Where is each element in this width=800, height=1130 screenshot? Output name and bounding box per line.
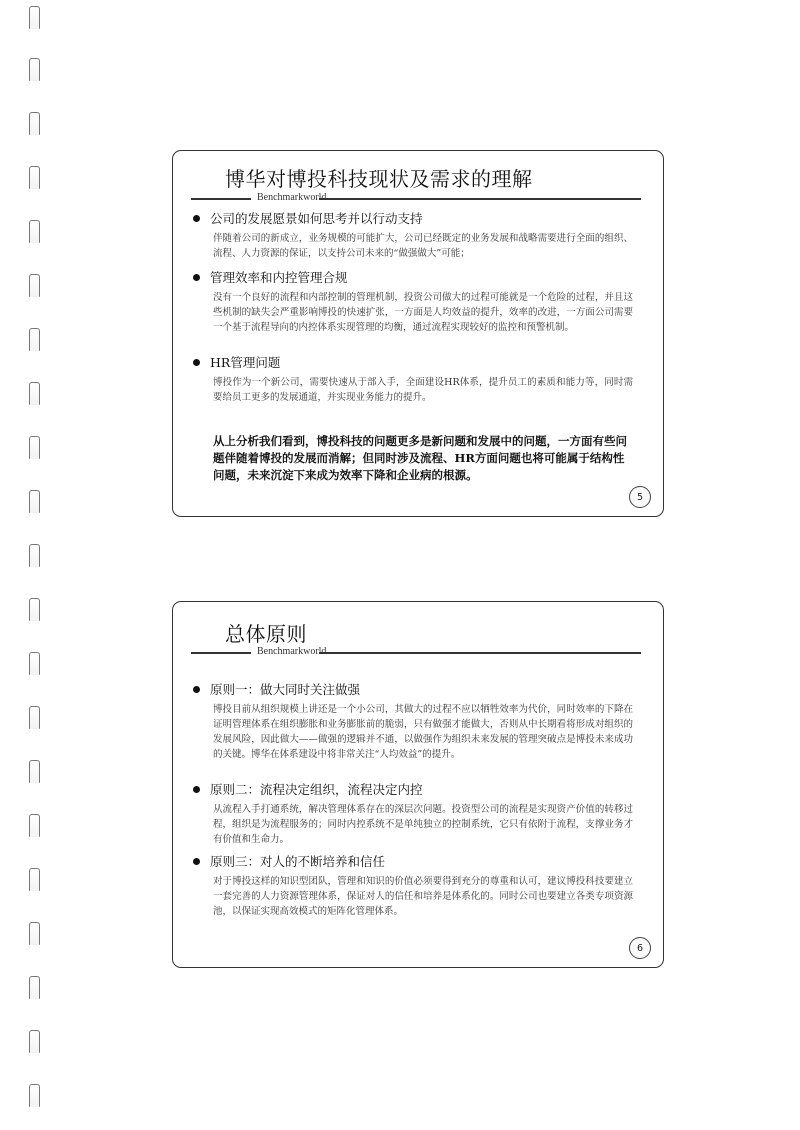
slide-title: 博华对博投科技现状及需求的理解: [225, 167, 533, 191]
bullet-icon: [193, 686, 200, 693]
slide-5: [172, 150, 664, 517]
binding-hole: [29, 220, 40, 243]
binding-hole: [29, 760, 40, 783]
binding-hole: [29, 58, 40, 81]
binding-hole: [29, 598, 40, 621]
brand-label: Benchmarkworld: [257, 192, 327, 203]
title-rule-left: [191, 652, 251, 654]
slide-6: [172, 601, 664, 968]
binding-hole: [29, 328, 40, 351]
title-rule: [319, 652, 641, 654]
bullet-heading-text: 原则一：做大同时关注做强: [210, 682, 361, 697]
binding-hole: [29, 1084, 40, 1107]
binding-hole: [29, 652, 40, 675]
bullet-body-text: 从流程入手打通系统，解决管理体系存在的深层次问题。投资型公司的流程是实现资产价值的转移过程，组织是为流程服务的；同时内控系统不是单纯独立的控制系统，它只有依附于流程，支撑业务才有价值和生命力。: [213, 804, 633, 845]
bullet-icon: [193, 215, 200, 222]
brand-label: Benchmarkworld: [257, 646, 327, 657]
binding-hole: [29, 814, 40, 837]
binding-hole: [29, 1030, 40, 1053]
binding-hole: [29, 976, 40, 999]
section-principle-three: [193, 852, 633, 919]
bullet-icon: [193, 786, 200, 793]
binding-hole: [29, 166, 40, 189]
binding-hole: [29, 868, 40, 891]
bullet-heading: [193, 268, 633, 286]
bullet-heading-text: 公司的发展愿景如何思考并以行动支持: [210, 211, 423, 226]
bullet-body-text: 博投目前从组织规模上讲还是一个小公司，其做大的过程不应以牺牲效率为代价，同时效率的下降在证明管理体系在组织膨胀和业务膨胀前的脆弱，只有做强才能做大，否则从中长期看将形成对组织的发展风险，因此做大——做强的逻辑并不通，以做强作为组织未来发展的管理突破点是博投未来成功的关键。博华在体系建设中将非常关注“人均效益”的提升。: [213, 704, 633, 760]
binding-hole: [29, 436, 40, 459]
slide-title: 总体原则: [225, 622, 307, 646]
binding-hole: [29, 922, 40, 945]
page-number-badge: 6: [629, 937, 651, 959]
bullet-body-text: 伴随着公司的新成立，业务规模的可能扩大，公司已经既定的业务发展和战略需要进行全面的组织、流程、人力资源的保证，以支持公司未来的“做强做大”可能；: [213, 233, 633, 259]
binding-hole: [29, 6, 40, 29]
bullet-heading: [193, 353, 633, 371]
binding-hole: [29, 544, 40, 567]
section-hr: [193, 353, 633, 405]
binding-hole: [29, 274, 40, 297]
bullet-heading-text: 原则二：流程决定组织，流程决定内控: [210, 782, 423, 797]
bullet-body-text: 博投作为一个新公司，需要快速从于部入手，全面建设HR体系，提升员工的素质和能力等，同时需要给员工更多的发展通道，并实现业务能力的提升。: [213, 377, 633, 403]
bullet-icon: [193, 274, 200, 281]
section-efficiency: [193, 268, 633, 335]
title-rule-left: [191, 198, 251, 200]
bullet-heading: [193, 680, 633, 698]
bullet-heading: [193, 209, 633, 227]
bullet-heading-text: 原则三：对人的不断培养和信任: [210, 854, 386, 869]
bullet-heading-text: 管理效率和内控管理合规: [210, 270, 348, 285]
section-vision: [193, 209, 633, 261]
bullet-body-text: 对于博投这样的知识型团队，管理和知识的价值必须要得到充分的尊重和认可，建议博投科技要建立一套完善的人力资源管理体系，保证对人的信任和培养是体系化的。同时公司也要建立各类专项资源池，以保证实现高效模式的矩阵化管理体系。: [213, 876, 633, 917]
section-principle-one: [193, 680, 633, 762]
bullet-body-text: 没有一个良好的流程和内部控制的管理机制，投资公司做大的过程可能就是一个危险的过程，并且这些机制的缺失会严重影响博投的快速扩张，一方面是人均效益的提升，效率的改进，一方面公司需要一个基于流程导向的内控体系实现管理的均衡，通过流程实现较好的监控和预警机制。: [213, 292, 633, 333]
bullet-heading: [193, 852, 633, 870]
section-principle-two: [193, 780, 633, 847]
title-rule: [319, 198, 641, 200]
page-number-badge: 5: [629, 486, 651, 508]
bullet-icon: [193, 359, 200, 366]
binding-hole: [29, 112, 40, 135]
binding-hole: [29, 706, 40, 729]
binding-hole: [29, 382, 40, 405]
conclusion-text: 从上分析我们看到，博投科技的问题更多是新问题和发展中的问题，一方面有些问题伴随着博投的发展而消解；但同时涉及流程、HR方面问题也将可能属于结构性问题，未来沉淀下来成为效率下降和企业病的根源。: [213, 434, 627, 482]
binding-hole: [29, 490, 40, 513]
bullet-heading-text: HR管理问题: [210, 355, 281, 370]
bullet-icon: [193, 858, 200, 865]
bullet-heading: [193, 780, 633, 798]
binding-holes: [0, 0, 60, 1130]
